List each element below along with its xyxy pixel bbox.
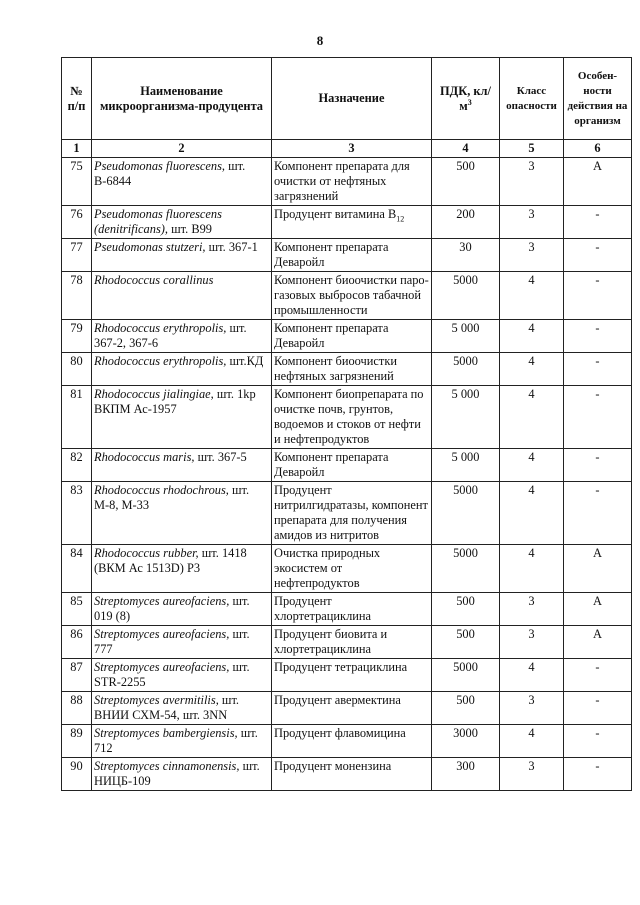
row-number: 76 [62, 206, 92, 239]
feature-value: - [564, 449, 632, 482]
feature-value: - [564, 272, 632, 320]
organism-name-cell [92, 158, 272, 206]
page-number: 8 [316, 33, 324, 48]
purpose-text: Продуцент авермектина [274, 693, 401, 707]
organism-name-cell [92, 626, 272, 659]
pdk-value: 500 [432, 626, 500, 659]
pdk-value: 3000 [432, 725, 500, 758]
table-row [62, 482, 632, 545]
purpose-cell [272, 725, 432, 758]
organism-name-cell [92, 239, 272, 272]
species-name: Streptomyces bambergiensis, [94, 726, 238, 740]
purpose-subscript: 12 [396, 214, 405, 224]
species-name: Streptomyces aureofaciens, [94, 594, 230, 608]
column-number: 3 [272, 140, 432, 158]
header-hazard: Класс опасности [500, 58, 564, 140]
column-number: 2 [92, 140, 272, 158]
table-row [62, 272, 632, 320]
strain-name: шт. 777 [94, 627, 250, 656]
purpose-text: Продуцент монензина [274, 759, 392, 773]
strain-name: шт. НИЦБ-109 [94, 759, 260, 788]
species-name: Rhodococcus corallinus [94, 273, 214, 287]
row-number: 75 [62, 158, 92, 206]
purpose-cell [272, 320, 432, 353]
purpose-text: Продуцент тетрациклина [274, 660, 408, 674]
pdk-value: 200 [432, 206, 500, 239]
row-number: 79 [62, 320, 92, 353]
hazard-class: 4 [500, 659, 564, 692]
row-number: 90 [62, 758, 92, 791]
hazard-class: 4 [500, 353, 564, 386]
purpose-text: Продуцент биовита и хлортетрациклина [274, 627, 388, 656]
table-row [62, 725, 632, 758]
organism-name-cell [92, 725, 272, 758]
row-number: 86 [62, 626, 92, 659]
organism-name-cell [92, 692, 272, 725]
row-number: 78 [62, 272, 92, 320]
header-pdk-label: ПДК, кл/м [440, 83, 491, 113]
species-name: Streptomyces aureofaciens, [94, 660, 230, 674]
purpose-cell [272, 593, 432, 626]
purpose-cell [272, 239, 432, 272]
species-name: Rhodococcus rubber, [94, 546, 199, 560]
strain-name: шт. 1418 (ВКМ Ас 1513D) Р3 [94, 546, 247, 575]
species-name: Rhodococcus rhodochrous, [94, 483, 229, 497]
purpose-text: Компонент биоочистки нефтяных загрязнений [274, 354, 397, 383]
pdk-value: 5 000 [432, 320, 500, 353]
hazard-class: 4 [500, 545, 564, 593]
strain-name: шт. М-8, М-33 [94, 483, 250, 512]
row-number: 77 [62, 239, 92, 272]
organism-name-cell [92, 272, 272, 320]
purpose-cell [272, 758, 432, 791]
strain-name: шт. 712 [94, 726, 258, 755]
row-number: 84 [62, 545, 92, 593]
purpose-text: Продуцент витамина В [274, 207, 397, 221]
pdk-value: 30 [432, 239, 500, 272]
purpose-text: Компонент препарата для очистки от нефтяных загрязнений [274, 159, 410, 203]
hazard-class: 3 [500, 692, 564, 725]
organism-name-cell [92, 545, 272, 593]
pdk-value: 5000 [432, 545, 500, 593]
purpose-text: Очистка природных экосистем от нефтепродуктов [274, 546, 381, 590]
organism-name-cell [92, 320, 272, 353]
pdk-value: 5000 [432, 482, 500, 545]
organism-name-cell [92, 449, 272, 482]
microorganism-table [61, 57, 632, 791]
purpose-text: Компонент биоочистки паро-газовых выбросов табачной промышленности [274, 273, 429, 317]
feature-value: - [564, 725, 632, 758]
pdk-value: 5000 [432, 272, 500, 320]
hazard-class: 4 [500, 725, 564, 758]
column-number: 1 [62, 140, 92, 158]
pdk-value: 500 [432, 593, 500, 626]
row-number: 85 [62, 593, 92, 626]
purpose-cell [272, 386, 432, 449]
strain-name: шт. 367-1 [208, 240, 258, 254]
purpose-cell [272, 449, 432, 482]
purpose-text: Компонент препарата Деваройл [274, 321, 389, 350]
pdk-value: 500 [432, 158, 500, 206]
organism-name-cell [92, 353, 272, 386]
hazard-class: 3 [500, 206, 564, 239]
hazard-class: 3 [500, 593, 564, 626]
hazard-class: 4 [500, 386, 564, 449]
purpose-text: Продуцент флавомицина [274, 726, 406, 740]
purpose-cell [272, 482, 432, 545]
purpose-text: Компонент биопрепарата по очистке почв, грунтов, водоемов и стоков от нефти и нефтепродуктов [274, 387, 424, 446]
table-row [62, 758, 632, 791]
species-name: Rhodococcus erythropolis, [94, 354, 227, 368]
pdk-value: 5 000 [432, 386, 500, 449]
organism-name-cell [92, 659, 272, 692]
hazard-class: 3 [500, 158, 564, 206]
species-name: Pseudomonas stutzeri, [94, 240, 206, 254]
purpose-cell [272, 659, 432, 692]
pdk-value: 5000 [432, 353, 500, 386]
strain-name: шт. STR-2255 [94, 660, 250, 689]
strain-name: шт. 367-5 [197, 450, 247, 464]
column-number: 4 [432, 140, 500, 158]
feature-value: А [564, 545, 632, 593]
feature-value: А [564, 158, 632, 206]
table-row [62, 659, 632, 692]
hazard-class: 3 [500, 758, 564, 791]
feature-value: - [564, 320, 632, 353]
table-row [62, 320, 632, 353]
header-num: № п/п [62, 58, 92, 140]
table-row [62, 626, 632, 659]
feature-value: А [564, 626, 632, 659]
purpose-cell [272, 353, 432, 386]
feature-value: - [564, 482, 632, 545]
table-row [62, 545, 632, 593]
hazard-class: 4 [500, 320, 564, 353]
row-number: 82 [62, 449, 92, 482]
header-features: Особен-ности действия на организм [564, 58, 632, 140]
hazard-class: 3 [500, 239, 564, 272]
species-name: Streptomyces avermitilis, [94, 693, 219, 707]
feature-value: - [564, 239, 632, 272]
organism-name-cell [92, 386, 272, 449]
table-header-row [62, 58, 632, 140]
header-pdk-sup: 3 [467, 97, 472, 107]
strain-name: шт. 1kp ВКПМ Ас-1957 [94, 387, 256, 416]
purpose-cell [272, 206, 432, 239]
header-name: Наименование микроорганизма-продуцента [92, 58, 272, 140]
purpose-cell [272, 158, 432, 206]
organism-name-cell [92, 482, 272, 545]
strain-name: шт. В-6844 [94, 159, 246, 188]
table-row [62, 239, 632, 272]
row-number: 87 [62, 659, 92, 692]
organism-name-cell [92, 758, 272, 791]
species-name: Rhodococcus erythropolis, [94, 321, 227, 335]
hazard-class: 4 [500, 272, 564, 320]
species-name: Rhodococcus maris, [94, 450, 195, 464]
column-number-row [62, 140, 632, 158]
purpose-cell [272, 692, 432, 725]
feature-value: - [564, 386, 632, 449]
strain-name: шт.КД [229, 354, 264, 368]
feature-value: - [564, 692, 632, 725]
purpose-text: Продуцент хлортетрациклина [274, 594, 372, 623]
table-row [62, 593, 632, 626]
pdk-value: 5000 [432, 659, 500, 692]
species-name: Streptomyces aureofaciens, [94, 627, 230, 641]
purpose-cell [272, 626, 432, 659]
organism-name-cell [92, 593, 272, 626]
strain-name: шт. В99 [171, 222, 212, 236]
species-name: Pseudomonas fluorescens, [94, 159, 226, 173]
pdk-value: 500 [432, 692, 500, 725]
species-name: Streptomyces cinnamonensis, [94, 759, 240, 773]
row-number: 83 [62, 482, 92, 545]
strain-name: шт. 367-2, 367-6 [94, 321, 247, 350]
table-row [62, 449, 632, 482]
column-number: 5 [500, 140, 564, 158]
table-row [62, 386, 632, 449]
pdk-value: 300 [432, 758, 500, 791]
feature-value: - [564, 659, 632, 692]
hazard-class: 3 [500, 626, 564, 659]
column-number: 6 [564, 140, 632, 158]
row-number: 89 [62, 725, 92, 758]
row-number: 81 [62, 386, 92, 449]
pdk-value: 5 000 [432, 449, 500, 482]
strain-name: шт. 019 (8) [94, 594, 250, 623]
row-number: 80 [62, 353, 92, 386]
table-row [62, 158, 632, 206]
hazard-class: 4 [500, 449, 564, 482]
species-name: Rhodococcus jialingiae, [94, 387, 214, 401]
purpose-cell [272, 272, 432, 320]
purpose-cell [272, 545, 432, 593]
feature-value: - [564, 353, 632, 386]
table-row [62, 353, 632, 386]
hazard-class: 4 [500, 482, 564, 545]
table-body [62, 158, 632, 791]
table-row [62, 206, 632, 239]
row-number: 88 [62, 692, 92, 725]
species-name: Pseudomonas fluorescens (denitrificans), [94, 207, 222, 236]
feature-value: - [564, 206, 632, 239]
header-pdk [432, 58, 500, 140]
table-row [62, 692, 632, 725]
purpose-text: Компонент препарата Деваройл [274, 450, 389, 479]
strain-name: шт. ВНИИ СХМ-54, шт. 3NN [94, 693, 240, 722]
header-purpose: Назначение [272, 58, 432, 140]
feature-value: - [564, 758, 632, 791]
organism-name-cell [92, 206, 272, 239]
purpose-text: Компонент препарата Деваройл [274, 240, 389, 269]
purpose-text: Продуцент нитрилгидратазы, компонент препарата для получения амидов из нитритов [274, 483, 428, 542]
feature-value: А [564, 593, 632, 626]
